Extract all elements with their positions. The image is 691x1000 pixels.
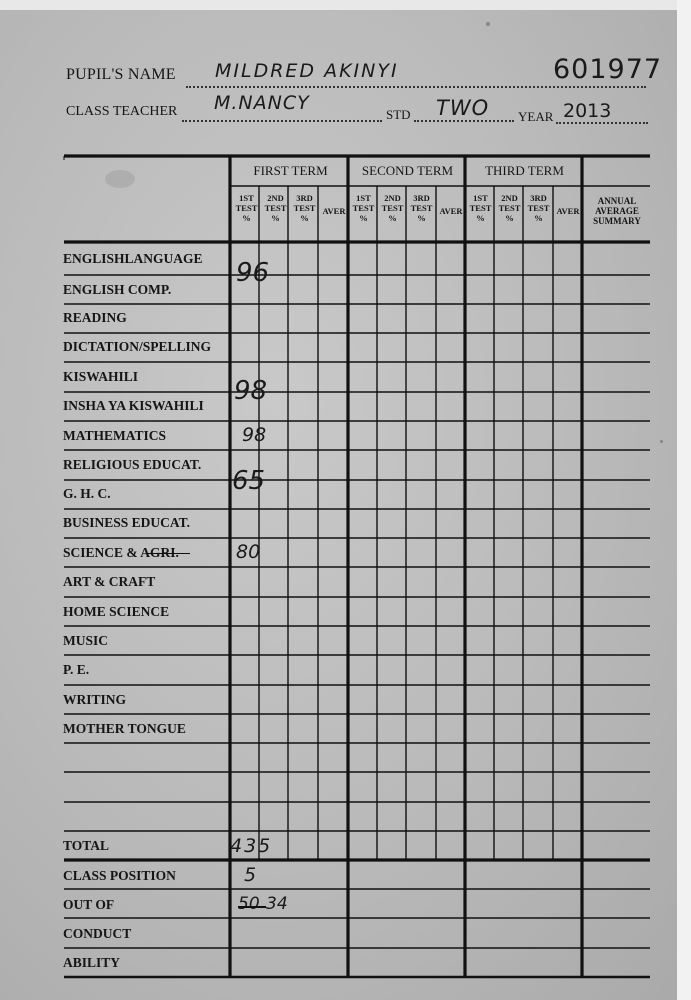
column-header-line: TEST [498,203,521,213]
agri-strikethrough [146,553,190,554]
annual-average-summary-header [584,196,650,226]
column-header-line: TEST [352,203,375,213]
summary-total-label: TOTAL [63,838,110,853]
column-header-line: 3RD [296,193,313,203]
term-3-2nd-test-header [495,193,524,223]
out-of-strikethrough [238,906,266,908]
subject-art-craft: ART & CRAFT [63,574,156,589]
class-teacher-value: M.NANCY [214,92,310,114]
term-2-3rd-test-header [407,193,436,223]
std-value: TWO [436,96,490,120]
mark-kiswahili: 98 [234,376,268,406]
term-2-2nd-test-header [378,193,407,223]
mark-class-position: 5 [244,864,257,886]
term-2-aver-header [436,206,466,216]
scan-speck [660,440,663,443]
mark-science-agri: 80 [236,541,261,563]
column-header-line: % [271,213,280,223]
column-header-line: % [534,213,543,223]
std-label: STD [386,107,411,122]
mark-total: 435 [230,835,273,857]
column-header-line: % [300,213,309,223]
term-3-1st-test-header [466,193,495,223]
column-header-line: TEST [469,203,492,213]
term-1-2nd-test-header [261,193,290,223]
column-header-line: AVER [439,206,463,216]
annual-header-line-2: AVERAGE [595,206,639,216]
subject-writing: WRITING [63,692,127,707]
column-header-line: 1ST [473,193,488,203]
summary-conduct-label: CONDUCT [63,926,132,941]
term-1-1st-test-header [232,193,261,223]
annual-header-line-1: ANNUAL [597,196,637,206]
class-teacher-label: CLASS TEACHER [66,104,178,119]
summary-ability-label: ABILITY [63,955,121,970]
mark-out-of-struck: 50 [238,894,260,914]
column-header-line: 3RD [413,193,430,203]
column-header-line: TEST [410,203,433,213]
year-value: 2013 [563,100,612,122]
subject-insha-ya-kiswahili: INSHA YA KISWAHILI [63,398,204,413]
annual-header-line-3: SUMMARY [593,216,641,226]
column-header-line: TEST [235,203,258,213]
column-header-line: TEST [293,203,316,213]
subject-reading: READING [63,310,127,325]
column-header-line: % [417,213,426,223]
term-header-second: SECOND TERM [361,163,454,178]
column-header-line: TEST [381,203,404,213]
term-3-aver-header [553,206,583,216]
column-header-line: 2ND [267,193,284,203]
mark-mathematics: 98 [242,424,267,446]
mark-out-of: 34 [266,894,288,914]
year-label: YEAR [518,109,554,124]
column-header-line: 2ND [501,193,518,203]
column-header-line: TEST [527,203,550,213]
column-header-line: 1ST [356,193,371,203]
column-header-line: AVER [322,206,346,216]
term-header-first: FIRST TERM [253,163,328,178]
column-header-line: % [388,213,397,223]
column-header-line: % [476,213,485,223]
term-2-1st-test-header [349,193,378,223]
scan-smudge [105,170,135,188]
subject-english-comp: ENGLISH COMP. [63,282,172,297]
summary-out-of-label: OUT OF [63,897,115,912]
term-header-third: THIRD TERM [485,163,564,178]
pupil-number: 601977 [553,54,663,85]
column-header-line: % [242,213,251,223]
subject-english-language: ENGLISHLANGUAGE [63,251,203,266]
column-header-line: % [359,213,368,223]
mark-english: 96 [236,258,270,288]
subject-home-science: HOME SCIENCE [63,604,170,619]
subject-science-agri: SCIENCE & AGRI. [63,545,179,560]
column-header-line: 3RD [530,193,547,203]
subject-mathematics: MATHEMATICS [63,428,167,443]
term-1-3rd-test-header [290,193,319,223]
term-1-aver-header [319,206,349,216]
column-header-line: TEST [264,203,287,213]
summary-class-position-label: CLASS POSITION [63,868,176,883]
subject-mother-tongue: MOTHER TONGUE [63,721,186,736]
subject-pe: P. E. [63,662,90,677]
column-header-line: % [505,213,514,223]
pupil-name-label: PUPIL'S NAME [66,66,176,83]
pupil-name-value: MILDRED AKINYI [215,60,399,82]
subject-kiswahili: KISWAHILI [63,369,139,384]
mark-religious-ghc: 65 [232,466,266,496]
subject-religious-education: RELIGIOUS EDUCAT. [63,457,202,472]
subject-dictation-spelling: DICTATION/SPELLING [63,339,212,354]
term-3-3rd-test-header [524,193,553,223]
subject-business-education: BUSINESS EDUCAT. [63,515,191,530]
subject-ghc: G. H. C. [63,486,111,501]
column-header-line: 2ND [384,193,401,203]
scan-speck [486,22,490,26]
subject-music: MUSIC [63,633,109,648]
column-header-line: 1ST [239,193,254,203]
column-header-line: AVER [556,206,580,216]
